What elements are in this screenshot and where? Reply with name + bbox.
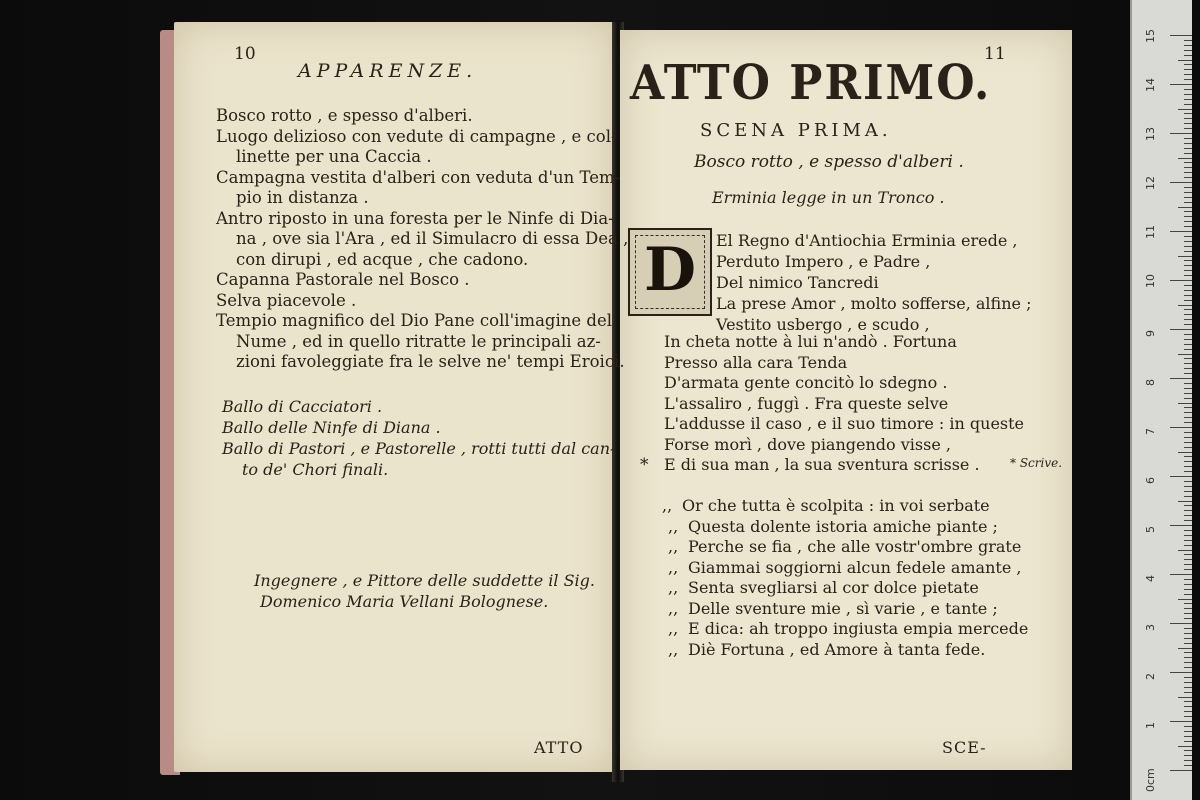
- ruler-tick: [1184, 344, 1192, 345]
- act-title: ATTO PRIMO.: [630, 55, 992, 112]
- initial-letter: D: [643, 235, 697, 305]
- ruler-tick: [1184, 618, 1192, 619]
- settings-list: [216, 106, 628, 373]
- ruler-tick: [1170, 770, 1192, 771]
- ruler-tick: [1184, 143, 1192, 144]
- verse-line: Perduto Impero , e Padre ,: [716, 252, 931, 271]
- ruler-label: 10: [1144, 274, 1157, 288]
- right-page-number: 11: [984, 44, 1006, 64]
- right-catchword: SCE-: [942, 738, 987, 757]
- ruler-tick: [1184, 613, 1192, 614]
- ruler-tick: [1184, 432, 1192, 433]
- settings-line: Selva piacevole .: [216, 290, 357, 310]
- ruler-tick: [1184, 515, 1192, 516]
- ruler-label: 2: [1144, 673, 1157, 680]
- ruler-tick: [1184, 589, 1192, 590]
- ruler-tick: [1184, 358, 1192, 359]
- ruler-tick: [1178, 207, 1192, 208]
- settings-line: linette per una Caccia .: [236, 147, 432, 166]
- ruler-tick: [1184, 633, 1192, 634]
- ruler-tick: [1184, 652, 1192, 653]
- ruler-tick: [1184, 172, 1192, 173]
- ruler-tick: [1184, 246, 1192, 247]
- ruler-tick: [1178, 109, 1192, 110]
- stage-direction: Erminia legge in un Tronco .: [712, 188, 945, 207]
- verse-line: In cheta notte à lui n'andò . Fortuna: [664, 332, 957, 351]
- verses-block-c: [662, 496, 1028, 660]
- verse-line: D'armata gente concitò lo sdegno .: [664, 373, 948, 392]
- ruler-tick: [1184, 89, 1192, 90]
- balli-list: [222, 396, 615, 480]
- margin-note: * Scrive.: [1010, 456, 1063, 470]
- ruler-tick: [1184, 486, 1192, 487]
- ruler-tick: [1184, 368, 1192, 369]
- quote-mark: ,,: [668, 598, 679, 618]
- ruler-tick: [1184, 535, 1192, 536]
- verses-block-a: [716, 230, 1031, 335]
- ruler-tick: [1184, 741, 1192, 742]
- ruler-tick: [1170, 182, 1192, 183]
- ruler-tick: [1184, 545, 1192, 546]
- ruler-tick: [1184, 579, 1192, 580]
- credits-line: Domenico Maria Vellani Bolognese.: [260, 592, 549, 611]
- ruler-tick: [1184, 520, 1192, 521]
- settings-line: Tempio magnifico del Dio Pane coll'imagine del: [216, 311, 612, 330]
- ruler-tick: [1184, 118, 1192, 119]
- ruler-tick: [1184, 265, 1192, 266]
- settings-line: Nume , ed in quello ritratte le principali az-: [236, 331, 601, 351]
- ruler-tick: [1170, 427, 1192, 428]
- ruler-tick: [1178, 550, 1192, 551]
- ruler-tick: [1184, 481, 1192, 482]
- scene-title: SCENA PRIMA.: [700, 120, 892, 141]
- settings-line: Bosco rotto , e spesso d'alberi.: [216, 106, 473, 125]
- ruler-tick: [1170, 525, 1192, 526]
- settings-line: Capanna Pastorale nel Bosco .: [216, 270, 470, 289]
- ruler-tick: [1184, 221, 1192, 222]
- ruler-tick: [1184, 314, 1192, 315]
- verse-line: Vestito usbergo , e scudo ,: [716, 315, 930, 334]
- ruler-tick: [1184, 275, 1192, 276]
- left-page-number: 10: [234, 44, 256, 64]
- ruler-tick: [1184, 471, 1192, 472]
- scene-setting: Bosco rotto , e spesso d'alberi .: [694, 152, 964, 172]
- ruler-tick: [1178, 599, 1192, 600]
- ruler-tick: [1178, 158, 1192, 159]
- ruler-tick: [1184, 226, 1192, 227]
- ruler-tick: [1184, 398, 1192, 399]
- ruler-tick: [1184, 319, 1192, 320]
- ruler-tick: [1184, 40, 1192, 41]
- ruler-tick: [1178, 452, 1192, 453]
- ruler-tick: [1184, 456, 1192, 457]
- ruler-tick: [1170, 133, 1192, 134]
- ruler-tick: [1170, 35, 1192, 36]
- ruler-tick: [1184, 202, 1192, 203]
- ruler-tick: [1184, 285, 1192, 286]
- verse-line: L'assaliro , fuggì . Fra queste selve: [664, 393, 949, 413]
- verse-line: La prese Amor , molto sofferse, alfine ;: [716, 294, 1032, 313]
- verse-line: Forse morì , dove piangendo visse ,: [664, 434, 951, 454]
- ruler-tick: [1184, 628, 1192, 629]
- asterisk-mark: *: [640, 455, 649, 475]
- ruler-tick: [1184, 177, 1192, 178]
- verse-line: ,, Giammai soggiorni alcun fedele amante ,: [668, 557, 1022, 577]
- ruler-tick: [1184, 692, 1192, 693]
- ruler-tick: [1184, 79, 1192, 80]
- verses-block-b: [664, 332, 1024, 476]
- ballo-line: Ballo di Pastori , e Pastorelle , rotti tutti dal can-: [222, 439, 616, 458]
- ruler-tick: [1184, 113, 1192, 114]
- verse-line: ,, Or che tutta è scolpita : in voi serbate: [662, 496, 990, 515]
- ruler-tick: [1184, 584, 1192, 585]
- ruler-tick: [1184, 706, 1192, 707]
- ruler-tick: [1184, 682, 1192, 683]
- ruler-tick: [1184, 192, 1192, 193]
- ruler-tick: [1184, 94, 1192, 95]
- credits-block: [254, 570, 595, 612]
- ruler-tick: [1184, 241, 1192, 242]
- ruler-tick: [1184, 211, 1192, 212]
- ruler-tick: [1184, 496, 1192, 497]
- settings-line: Antro riposto in una foresta per le Ninfe di Dia-: [216, 208, 614, 228]
- ruler-tick: [1184, 363, 1192, 364]
- quote-mark: ,,: [668, 578, 679, 597]
- verse-line: ,, Perche se fia , che alle vostr'ombre grate: [668, 537, 1022, 556]
- ruler-tick: [1184, 300, 1192, 301]
- settings-line: Luogo delizioso con vedute di campagne , e col-: [216, 126, 617, 146]
- left-catchword: ATTO: [534, 738, 584, 757]
- ruler-tick: [1170, 574, 1192, 575]
- ruler-tick: [1184, 153, 1192, 154]
- ruler-tick: [1170, 378, 1192, 379]
- ruler-tick: [1184, 442, 1192, 443]
- ballo-line: Ballo di Cacciatori .: [222, 397, 383, 416]
- ruler-tick: [1184, 123, 1192, 124]
- ruler-label: 7: [1144, 428, 1157, 435]
- ruler-tick: [1184, 491, 1192, 492]
- ruler-tick: [1184, 530, 1192, 531]
- ruler-tick: [1184, 334, 1192, 335]
- settings-line: zioni favoleggiate fra le selve ne' tempi Eroici.: [236, 352, 625, 371]
- ruler-tick: [1178, 256, 1192, 257]
- ruler-label: 12: [1144, 176, 1157, 190]
- ruler-tick: [1184, 667, 1192, 668]
- ruler-tick: [1184, 594, 1192, 595]
- ruler-tick: [1184, 461, 1192, 462]
- verse-line: ,, E dica: ah troppo ingiusta empia mercede: [668, 619, 1029, 638]
- ruler-tick: [1184, 236, 1192, 237]
- ruler-tick: [1184, 510, 1192, 511]
- verse-line: Del nimico Tancredi: [716, 273, 879, 292]
- ruler-label: 6: [1144, 477, 1157, 484]
- measuring-ruler: [1130, 0, 1192, 800]
- verse-line: E di sua man , la sua sventura scrisse .: [664, 455, 980, 474]
- ruler-tick: [1170, 84, 1192, 85]
- ruler-tick: [1184, 162, 1192, 163]
- ruler-label: 5: [1144, 526, 1157, 533]
- ruler-tick: [1184, 99, 1192, 100]
- ruler-tick: [1184, 45, 1192, 46]
- ruler-tick: [1178, 403, 1192, 404]
- ruler-tick: [1170, 623, 1192, 624]
- ruler-tick: [1178, 697, 1192, 698]
- ruler-tick: [1184, 687, 1192, 688]
- ruler-tick: [1170, 280, 1192, 281]
- ruler-tick: [1184, 383, 1192, 384]
- ruler-tick: [1170, 329, 1192, 330]
- verse-line: ,, Diè Fortuna , ed Amore à tanta fede.: [668, 639, 986, 659]
- ruler-label: 4: [1144, 575, 1157, 582]
- ruler-tick: [1184, 603, 1192, 604]
- ruler-tick: [1170, 231, 1192, 232]
- ruler-tick: [1184, 393, 1192, 394]
- ruler-tick: [1184, 638, 1192, 639]
- ruler-tick: [1184, 64, 1192, 65]
- ruler-tick: [1184, 197, 1192, 198]
- ruler-tick: [1184, 251, 1192, 252]
- ruler-tick: [1184, 711, 1192, 712]
- ruler-label: 9: [1144, 330, 1157, 337]
- ruler-label: 8: [1144, 379, 1157, 386]
- ruler-tick: [1184, 765, 1192, 766]
- ballo-line: to de' Chori finali.: [242, 460, 389, 479]
- credits-line: Ingegnere , e Pittore delle suddette il Sig.: [254, 571, 595, 590]
- ruler-tick: [1184, 407, 1192, 408]
- ruler-tick: [1184, 422, 1192, 423]
- ruler-tick: [1184, 540, 1192, 541]
- ruler-tick: [1184, 701, 1192, 702]
- ruler-label: 11: [1144, 225, 1157, 239]
- ruler-tick: [1184, 755, 1192, 756]
- ruler-tick: [1184, 643, 1192, 644]
- ruler-tick: [1184, 74, 1192, 75]
- ruler-tick: [1184, 447, 1192, 448]
- settings-line: pio in distanza .: [236, 188, 369, 207]
- ruler-tick: [1170, 721, 1192, 722]
- ruler-tick: [1184, 55, 1192, 56]
- verse-line: ,, Delle sventure mie , sì varie , e tante ;: [668, 598, 998, 618]
- ruler-tick: [1184, 373, 1192, 374]
- ruler-label: 15: [1144, 29, 1157, 43]
- ruler-tick: [1184, 736, 1192, 737]
- ruler-tick: [1184, 417, 1192, 418]
- ruler-tick: [1184, 716, 1192, 717]
- quote-mark: ,,: [668, 557, 679, 577]
- ruler-tick: [1184, 295, 1192, 296]
- ruler-tick: [1178, 648, 1192, 649]
- ruler-tick: [1184, 388, 1192, 389]
- ruler-tick: [1184, 339, 1192, 340]
- ruler-tick: [1184, 569, 1192, 570]
- settings-line: Campagna vestita d'alberi con veduta d'un Tem-: [216, 167, 621, 187]
- ruler-tick: [1184, 412, 1192, 413]
- verse-line: El Regno d'Antiochia Erminia erede ,: [716, 231, 1018, 250]
- ruler-tick: [1178, 305, 1192, 306]
- ruler-tick: [1184, 437, 1192, 438]
- ruler-tick: [1184, 69, 1192, 70]
- left-page-heading: APPARENZE.: [298, 60, 478, 82]
- ruler-tick: [1178, 60, 1192, 61]
- settings-line: con dirupi , ed acque , che cadono.: [236, 249, 529, 269]
- ruler-label: 1: [1144, 722, 1157, 729]
- ruler-tick: [1184, 466, 1192, 467]
- ruler-tick: [1184, 731, 1192, 732]
- ruler-tick: [1184, 138, 1192, 139]
- ruler-tick: [1184, 324, 1192, 325]
- ruler-tick: [1184, 760, 1192, 761]
- ruler-tick: [1184, 726, 1192, 727]
- quote-mark: ,,: [662, 496, 673, 515]
- ruler-label: 13: [1144, 127, 1157, 141]
- verse-line: ,, Senta svegliarsi al cor dolce pietate: [668, 578, 979, 597]
- ruler-tick: [1184, 349, 1192, 350]
- ruler-tick: [1184, 104, 1192, 105]
- ruler-label: 3: [1144, 624, 1157, 631]
- ruler-tick: [1184, 309, 1192, 310]
- ruler-tick: [1184, 559, 1192, 560]
- ruler-tick: [1184, 290, 1192, 291]
- ruler-tick: [1184, 187, 1192, 188]
- ruler-tick: [1170, 672, 1192, 673]
- ornamental-initial: [628, 228, 712, 316]
- ruler-tick: [1184, 662, 1192, 663]
- ruler-tick: [1184, 148, 1192, 149]
- ruler-label: 14: [1144, 78, 1157, 92]
- ruler-tick: [1178, 501, 1192, 502]
- ruler-tick: [1184, 564, 1192, 565]
- ruler-tick: [1178, 746, 1192, 747]
- settings-line: na , ove sia l'Ara , ed il Simulacro di essa Dea ,: [236, 229, 629, 248]
- ruler-tick: [1184, 608, 1192, 609]
- verse-line: Presso alla cara Tenda: [664, 352, 848, 372]
- ruler-tick: [1184, 270, 1192, 271]
- ruler-tick: [1184, 50, 1192, 51]
- ruler-tick: [1178, 354, 1192, 355]
- quote-mark: ,,: [668, 639, 679, 659]
- ruler-tick: [1184, 505, 1192, 506]
- quote-mark: ,,: [668, 537, 679, 556]
- ruler-tick: [1170, 476, 1192, 477]
- verse-line: ,, Questa dolente istoria amiche piante ;: [668, 516, 998, 536]
- ruler-tick: [1184, 216, 1192, 217]
- verse-line: L'addusse il caso , e il suo timore : in queste: [664, 414, 1025, 433]
- ruler-tick: [1184, 167, 1192, 168]
- ballo-line: Ballo delle Ninfe di Diana .: [222, 418, 441, 437]
- quote-mark: ,,: [668, 619, 679, 638]
- ruler-tick: [1184, 677, 1192, 678]
- ruler-tick: [1184, 554, 1192, 555]
- ruler-label: 0cm: [1144, 768, 1157, 792]
- ruler-tick: [1184, 260, 1192, 261]
- ruler-tick: [1184, 657, 1192, 658]
- quote-mark: ,,: [668, 516, 679, 536]
- ruler-tick: [1184, 128, 1192, 129]
- ruler-tick: [1184, 750, 1192, 751]
